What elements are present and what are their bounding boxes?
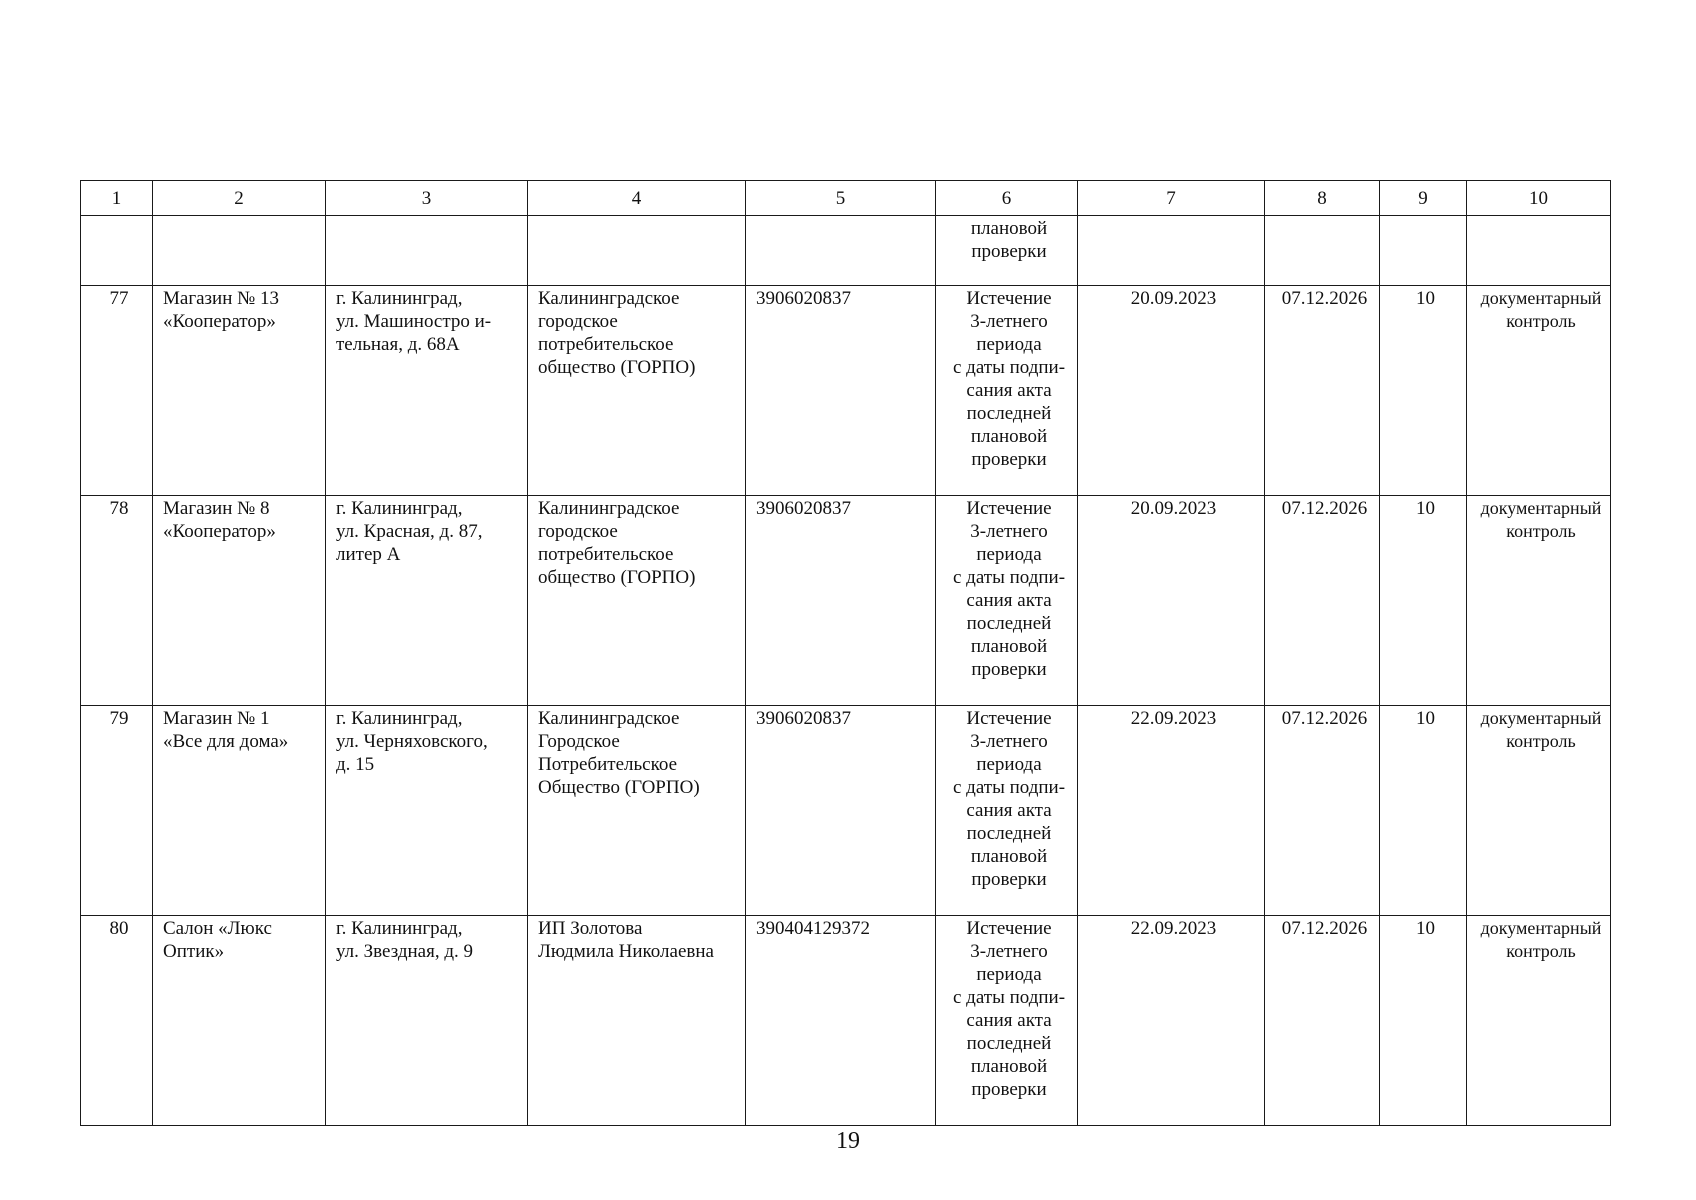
organization-cell	[528, 496, 746, 706]
basis-cell-line: 3-летнего	[970, 941, 1048, 962]
organization-cell-line: Калининградское	[538, 498, 680, 519]
basis-cell-line: сания акта	[966, 380, 1052, 401]
inn-cell: 3906020837	[746, 496, 936, 706]
basis-cell-line: проверки	[971, 1079, 1047, 1100]
address-cell-line: ул. Черняховского,	[336, 731, 488, 752]
basis-cell-line: плановой	[970, 1056, 1048, 1077]
basis-cell-line: периода	[976, 754, 1042, 775]
start-date-cell: 22.09.2023	[1078, 706, 1265, 916]
basis-cell-line: с даты подпи-	[952, 357, 1066, 378]
basis-cell-line: с даты подпи-	[952, 777, 1066, 798]
control-form-cell-line: документарный	[1480, 498, 1602, 518]
basis-cell-line: Истечение	[966, 288, 1052, 309]
record-rows	[81, 286, 1611, 1126]
control-form-cell-line: документарный	[1480, 708, 1602, 728]
control-form-cell-line: документарный	[1480, 288, 1602, 308]
basis-line: плановой	[970, 218, 1048, 239]
basis-cell-line: периода	[976, 964, 1042, 985]
end-date-cell: 07.12.2026	[1265, 496, 1380, 706]
address-cell-line: г. Калининград,	[336, 918, 463, 939]
inn-cell: 390404129372	[746, 916, 936, 1126]
continuation-row	[81, 216, 1611, 286]
object-name-cell-line: Магазин № 1	[163, 708, 270, 729]
address-cell-line: г. Калининград,	[336, 708, 463, 729]
object-name-cell-line: Магазин № 13	[163, 288, 280, 309]
basis-continuation-cell	[936, 216, 1078, 286]
control-form-cell	[1467, 916, 1611, 1126]
row-number-cell: 80	[81, 916, 153, 1126]
basis-cell	[936, 286, 1078, 496]
table-cell	[1467, 216, 1611, 286]
table-cell	[81, 216, 153, 286]
inspection-plan-table	[80, 180, 1611, 1126]
address-cell-line: тельная, д. 68А	[336, 334, 460, 355]
organization-cell-line: общество (ГОРПО)	[538, 567, 696, 588]
header-cell-8: 8	[1265, 181, 1380, 216]
address-cell-line: г. Калининград,	[336, 288, 463, 309]
object-name-cell-line: Салон «Люкс	[163, 918, 272, 939]
table-row	[81, 916, 1611, 1126]
basis-cell	[936, 496, 1078, 706]
control-form-cell	[1467, 496, 1611, 706]
table-cell	[746, 216, 936, 286]
end-date-cell: 07.12.2026	[1265, 286, 1380, 496]
basis-cell-line: последней	[966, 403, 1052, 424]
header-cell-1: 1	[81, 181, 153, 216]
address-cell-line: литер А	[336, 544, 401, 565]
basis-cell-line: проверки	[971, 869, 1047, 890]
organization-cell-line: Людмила Николаевна	[538, 941, 714, 962]
organization-cell	[528, 916, 746, 1126]
basis-cell-line: последней	[966, 613, 1052, 634]
address-cell	[326, 916, 528, 1126]
row-number-cell: 78	[81, 496, 153, 706]
inn-cell: 3906020837	[746, 286, 936, 496]
row-number-cell: 77	[81, 286, 153, 496]
basis-cell-line: периода	[976, 544, 1042, 565]
control-form-cell-line: контроль	[1506, 311, 1576, 331]
basis-cell-line: проверки	[971, 449, 1047, 470]
basis-cell	[936, 916, 1078, 1126]
basis-cell-line: Истечение	[966, 708, 1052, 729]
address-cell-line: ул. Звездная, д. 9	[336, 941, 474, 962]
header-cell-9: 9	[1380, 181, 1467, 216]
start-date-cell: 20.09.2023	[1078, 286, 1265, 496]
table-cell	[528, 216, 746, 286]
duration-cell: 10	[1380, 916, 1467, 1126]
address-cell-line: ул. Машиностро и-	[336, 311, 492, 332]
organization-cell-line: потребительское	[538, 544, 674, 565]
basis-cell-line: с даты подпи-	[952, 567, 1066, 588]
object-name-cell-line: «Все для дома»	[163, 731, 289, 752]
object-name-cell-line: Магазин № 8	[163, 498, 270, 519]
basis-cell-line: 3-летнего	[970, 731, 1048, 752]
basis-cell-line: периода	[976, 334, 1042, 355]
address-cell	[326, 496, 528, 706]
row-number-cell: 79	[81, 706, 153, 916]
header-cell-2: 2	[153, 181, 326, 216]
end-date-cell: 07.12.2026	[1265, 706, 1380, 916]
basis-cell-line: Истечение	[966, 498, 1052, 519]
organization-cell-line: Потребительское	[538, 754, 678, 775]
address-cell-line: г. Калининград,	[336, 498, 463, 519]
control-form-cell-line: документарный	[1480, 918, 1602, 938]
object-name-cell	[153, 496, 326, 706]
page-number: 19	[836, 1128, 860, 1154]
organization-cell-line: общество (ГОРПО)	[538, 357, 696, 378]
address-cell	[326, 286, 528, 496]
control-form-cell	[1467, 706, 1611, 916]
header-cell-3: 3	[326, 181, 528, 216]
control-form-cell	[1467, 286, 1611, 496]
organization-cell-line: Общество (ГОРПО)	[538, 777, 700, 798]
table-cell	[326, 216, 528, 286]
end-date-cell: 07.12.2026	[1265, 916, 1380, 1126]
duration-cell: 10	[1380, 286, 1467, 496]
table-cell	[153, 216, 326, 286]
organization-cell-line: ИП Золотова	[538, 918, 643, 939]
duration-cell: 10	[1380, 706, 1467, 916]
object-name-cell-line: «Кооператор»	[163, 521, 276, 542]
organization-cell	[528, 286, 746, 496]
table-cell	[1380, 216, 1467, 286]
table-row	[81, 496, 1611, 706]
object-name-cell-line: Оптик»	[163, 941, 225, 962]
organization-cell-line: городское	[538, 521, 618, 542]
column-number-row	[81, 181, 1611, 216]
organization-cell-line: Городское	[538, 731, 620, 752]
header-cell-6: 6	[936, 181, 1078, 216]
inn-cell: 3906020837	[746, 706, 936, 916]
object-name-cell	[153, 706, 326, 916]
table-row	[81, 706, 1611, 916]
basis-line: проверки	[971, 241, 1047, 262]
basis-cell-line: 3-летнего	[970, 521, 1048, 542]
basis-cell-line: с даты подпи-	[952, 987, 1066, 1008]
organization-cell-line: городское	[538, 311, 618, 332]
basis-cell-line: плановой	[970, 846, 1048, 867]
address-cell-line: ул. Красная, д. 87,	[336, 521, 483, 542]
start-date-cell: 22.09.2023	[1078, 916, 1265, 1126]
table-cell	[1265, 216, 1380, 286]
object-name-cell	[153, 916, 326, 1126]
header-cell-7: 7	[1078, 181, 1265, 216]
header-cell-5: 5	[746, 181, 936, 216]
table-row	[81, 286, 1611, 496]
basis-cell-line: 3-летнего	[970, 311, 1048, 332]
object-name-cell	[153, 286, 326, 496]
basis-cell	[936, 706, 1078, 916]
basis-cell-line: сания акта	[966, 1010, 1052, 1031]
basis-cell-line: сания акта	[966, 590, 1052, 611]
address-cell-line: д. 15	[336, 754, 375, 775]
start-date-cell: 20.09.2023	[1078, 496, 1265, 706]
organization-cell-line: потребительское	[538, 334, 674, 355]
control-form-cell-line: контроль	[1506, 731, 1576, 751]
object-name-cell-line: «Кооператор»	[163, 311, 276, 332]
basis-cell-line: Истечение	[966, 918, 1052, 939]
basis-cell-line: проверки	[971, 659, 1047, 680]
header-cell-4: 4	[528, 181, 746, 216]
header-cell-10: 10	[1467, 181, 1611, 216]
basis-cell-line: сания акта	[966, 800, 1052, 821]
organization-cell-line: Калининградское	[538, 288, 680, 309]
basis-cell-line: последней	[966, 823, 1052, 844]
basis-cell-line: плановой	[970, 426, 1048, 447]
organization-cell	[528, 706, 746, 916]
duration-cell: 10	[1380, 496, 1467, 706]
organization-cell-line: Калининградское	[538, 708, 680, 729]
table-cell	[1078, 216, 1265, 286]
control-form-cell-line: контроль	[1506, 521, 1576, 541]
control-form-cell-line: контроль	[1506, 941, 1576, 961]
address-cell	[326, 706, 528, 916]
basis-cell-line: плановой	[970, 636, 1048, 657]
basis-cell-line: последней	[966, 1033, 1052, 1054]
